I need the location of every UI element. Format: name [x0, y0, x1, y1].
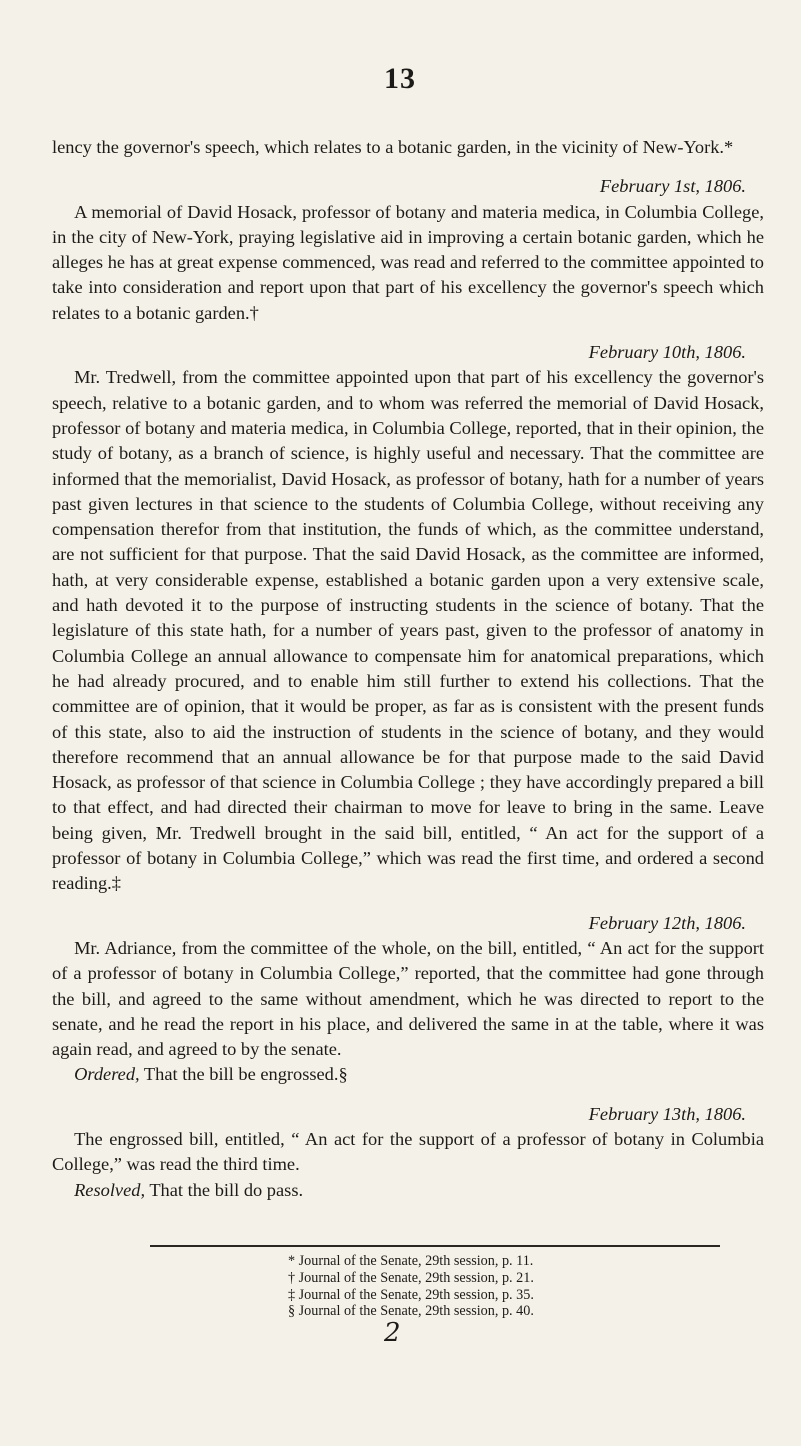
ordered-text: That the bill be engrossed.§ [139, 1064, 348, 1085]
footnote: † Journal of the Senate, 29th session, p. 21. [288, 1269, 534, 1286]
entry-paragraph: Mr. Tredwell, from the committee appointed upon that part of his excellency the governor's speech, relative to a botanic garden, and to whom was referred the memorial of David Hosack, professor of botany and materia medica, in Columbia College, reported, that in their opinion, the study of botany, as a branch of science, is highly useful and necessary. That the committee are informed that the memorialist, David Hosack, as professor of botany, hath for a number of years past given lectures in that science to the students of Columbia College, without receiving any compensation therefor from that institution, the funds of which, as the committee understand, are not sufficient for that purpose. That the said David Hosack, as the committee are informed, hath, at very considerable expense, established a botanic garden upon a very extensive scale, and hath devoted it to the purpose of instructing students in the science of botany. That the legislature of this state hath, for a number of years past, given to the professor of anatomy in Columbia College an annual allowance to compensate him for anatomical preparations, which he had already procured, and to enable him still further to extend his collections. That the committee are of opinion, that it would be proper, as far as is consistent with the present funds of this state, also to aid the instruction of students in the science of botany, and they would therefore recommend that an annual allowance be for that purpose made to the said David Hosack, as professor of that science in Columbia College ; they have accordingly prepared a bill to that effect, and had directed their chairman to move for leave to bring in the same. Leave being given, Mr. Tredwell brought in the said bill, entitled, “ An act for the support of a professor of botany in Columbia College,” which was read the first time, and ordered a second reading.‡ [52, 367, 764, 894]
entry-paragraph: Mr. Adriance, from the committee of the whole, on the bill, entitled, “ An act for the support of a professor of botany in Columbia College,” reported, that the committee had gone through the bill, and agreed to the same without amendment, which he was directed to report to the senate, and he read the report in his place, and delivered the same in at the table, where it was again read, and agreed to by the senate. [52, 937, 764, 1060]
entry-feb-1 [52, 174, 764, 326]
opening-paragraph: lency the governor's speech, which relates to a botanic garden, in the vicinity of New-York.* [52, 137, 734, 157]
dateline: February 1st, 1806. [599, 176, 746, 197]
signature-mark: 2 [384, 1318, 401, 1348]
dateline: February 13th, 1806. [588, 1103, 746, 1124]
resolved-line [52, 1178, 764, 1203]
footnotes [288, 1253, 708, 1320]
entry-feb-13 [52, 1102, 764, 1203]
ordered-line [52, 1062, 764, 1087]
dateline: February 10th, 1806. [588, 342, 746, 363]
entry-paragraph: The engrossed bill, entitled, “ An act for the support of a professor of botany in Columbia College,” was read the third time. [52, 1128, 764, 1175]
footnote: ‡ Journal of the Senate, 29th session, p. 35. [288, 1286, 534, 1303]
entry-paragraph: A memorial of David Hosack, professor of botany and materia medica, in Columbia College, in the city of New-York, praying legislative aid in improving a certain botanic garden, which he alleges he has at great expense commenced, was read and referred to the committee appointed to take into consideration and report upon that part of his excellency the governor's speech which relates to a botanic garden.† [52, 201, 764, 323]
page-body [52, 135, 764, 1203]
footnote: * Journal of the Senate, 29th session, p. 11. [288, 1253, 534, 1269]
resolved-text: That the bill do pass. [145, 1179, 304, 1200]
ordered-label: Ordered, [74, 1064, 140, 1085]
page-number: 13 [384, 62, 416, 95]
footnote: § Journal of the Senate, 29th session, p. 40. [288, 1303, 534, 1320]
entry-feb-12 [52, 911, 764, 1088]
entry-feb-10 [52, 340, 764, 897]
dateline: February 12th, 1806. [588, 912, 746, 933]
resolved-label: Resolved, [74, 1179, 146, 1200]
footnote-divider [150, 1245, 720, 1247]
